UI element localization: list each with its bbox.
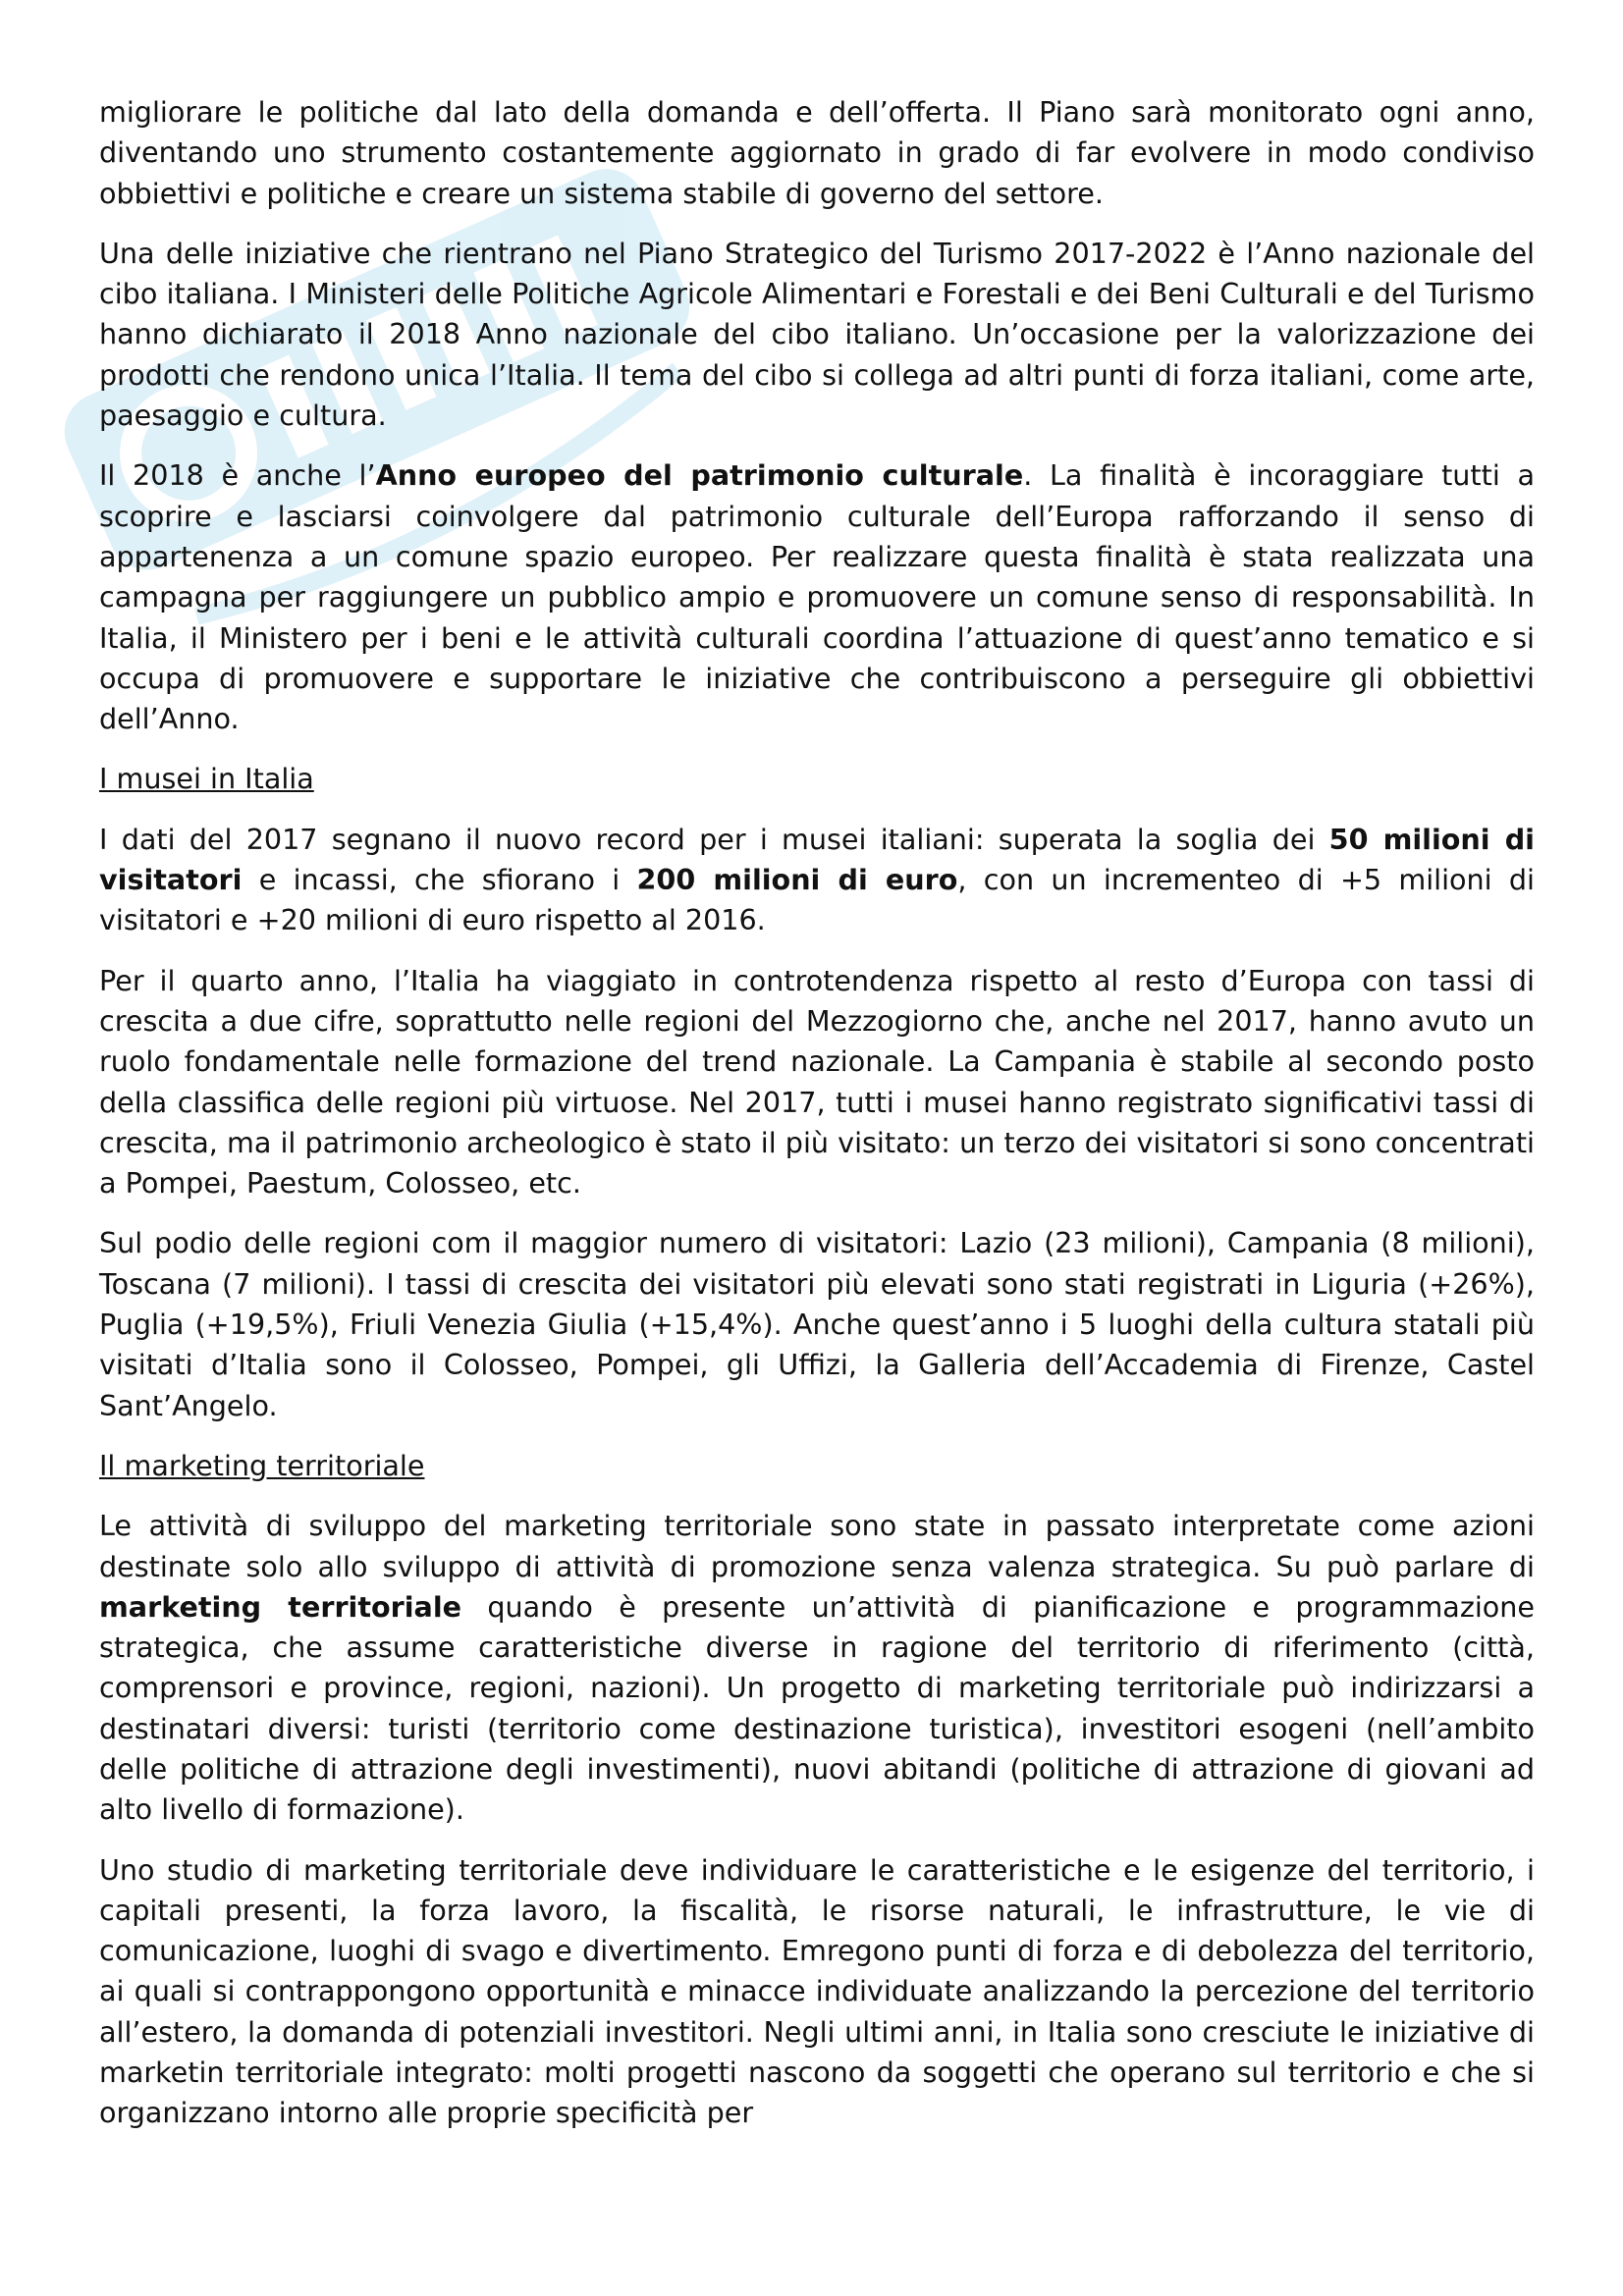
bold-text: 50 milioni di visitatori — [99, 822, 1535, 897]
paragraph: Uno studio di marketing territoriale deve individuare le caratteristiche e le esigenze del territorio, i capitali presenti, la forza lavoro, la fiscalità, le risorse naturali, le infrastrutture, le vie di comunicazione, luoghi di svago e divertimento. Emregono punti di forza e di debolezza del territorio, ai quali si contrappongono opportunità e minacce individuate analizzando la percezione del territorio all’estero, la domanda di potenziali investitori. Negli ultimi anni, in Italia sono cresciute le iniziative di marketin territoriale integrato: molti progetti nascono da soggetti che operano sul territorio e che si organizzano intorno alle proprie specificità per — [99, 1852, 1535, 2130]
text-run: . La finalità è incoraggiare tutti a scoprire e lasciarsi coinvolgere dal patrimonio culturale dell’Europa rafforzando il senso di appartenenza a un comune spazio europeo. Per realizzare questa finalità è stata realizzata una campagna per raggiungere un pubblico ampio e promuovere un comune senso di responsabilità. In Italia, il Ministero per i beni e le attività culturali coordina l’attuazione di quest’anno tematico e si occupa di promuovere e supportare le iniziative che contribuiscono a perseguire gli obbiettivi dell’Anno. — [99, 458, 1535, 736]
text-run: Le attività di sviluppo del marketing territoriale sono state in passato interpretate come azioni destinate solo allo sviluppo di attività di promozione senza valenza strategica. Su può parlare di — [99, 1509, 1535, 1583]
paragraph: migliorare le politiche dal lato della domanda e dell’offerta. Il Piano sarà monitorato ogni anno, diventando uno strumento costantemente aggiornato in grado di far evolvere in modo condiviso obbiettivi e politiche e creare un sistema stabile di governo del settore. — [99, 95, 1535, 210]
document-page — [99, 92, 1535, 2134]
section-heading-marketing: Il marketing territoriale — [99, 1448, 425, 1482]
bold-text: marketing territoriale — [99, 1589, 462, 1624]
text-run: quando è presente un’attività di pianificazione e programmazione strategica, che assume caratteristiche diverse in ragione del territorio di riferimento (città, comprensori e province, regioni, nazioni). Un progetto di marketing territoriale può indirizzarsi a destinatari diversi: turisti (territorio come destinazione turistica), investitori esogeni (nell’ambito delle politiche di attrazione degli investimenti), nuovi abitandi (politiche di attrazione di giovani ad alto livello di formazione). — [99, 1589, 1535, 1827]
text-run: I dati del 2017 segnano il nuovo record per i musei italiani: superata la soglia dei — [99, 822, 1329, 856]
paragraph — [99, 455, 1535, 739]
bold-text: 200 milioni di euro — [636, 863, 958, 897]
paragraph: Una delle iniziative che rientrano nel Piano Strategico del Turismo 2017-2022 è l’Anno nazionale del cibo italiana. I Ministeri delle Politiche Agricole Alimentari e Forestali e dei Beni Culturali e del Turismo hanno dichiarato il 2018 Anno nazionale del cibo italiano. Un’occasione per la valorizzazione dei prodotti che rendono unica l’Italia. Il tema del cibo si collega ad altri punti di forza italiani, come arte, paesaggio e cultura. — [99, 236, 1535, 433]
text-run: , con un incrementeo di +5 milioni di visitatori e +20 milioni di euro rispetto al 2016. — [99, 863, 1535, 937]
paragraph — [99, 1506, 1535, 1830]
paragraph — [99, 820, 1535, 941]
paragraph: Per il quarto anno, l’Italia ha viaggiato in controtendenza rispetto al resto d’Europa con tassi di crescita a due cifre, soprattutto nelle regioni del Mezzogiorno che, anche nel 2017, hanno avuto un ruolo fondamentale nelle formazione del trend nazionale. La Campania è stabile al secondo posto della classifica delle regioni più virtuose. Nel 2017, tutti i musei hanno registrato significativi tassi di crescita, ma il patrimonio archeologico è stato il più visitato: un terzo dei visitatori si sono concentrati a Pompei, Paestum, Colosseo, etc. — [99, 963, 1535, 1201]
text-run: e incassi, che sfiorano i — [242, 863, 637, 897]
paragraph: Sul podio delle regioni com il maggior numero di visitatori: Lazio (23 milioni), Campania (8 milioni), Toscana (7 milioni). I tassi di crescita dei visitatori più elevati sono stati registrati in Liguria (+26%), Puglia (+19,5%), Friuli Venezia Giulia (+15,4%). Anche quest’anno i 5 luoghi della cultura statali più visitati d’Italia sono il Colosseo, Pompei, gli Uffizi, la Galleria dell’Accademia di Firenze, Castel Sant’Angelo. — [99, 1226, 1535, 1422]
text-run: Il 2018 è anche l’ — [99, 458, 376, 493]
bold-text: Anno europeo del patrimonio culturale — [375, 458, 1024, 493]
section-heading-musei: I musei in Italia — [99, 762, 314, 796]
